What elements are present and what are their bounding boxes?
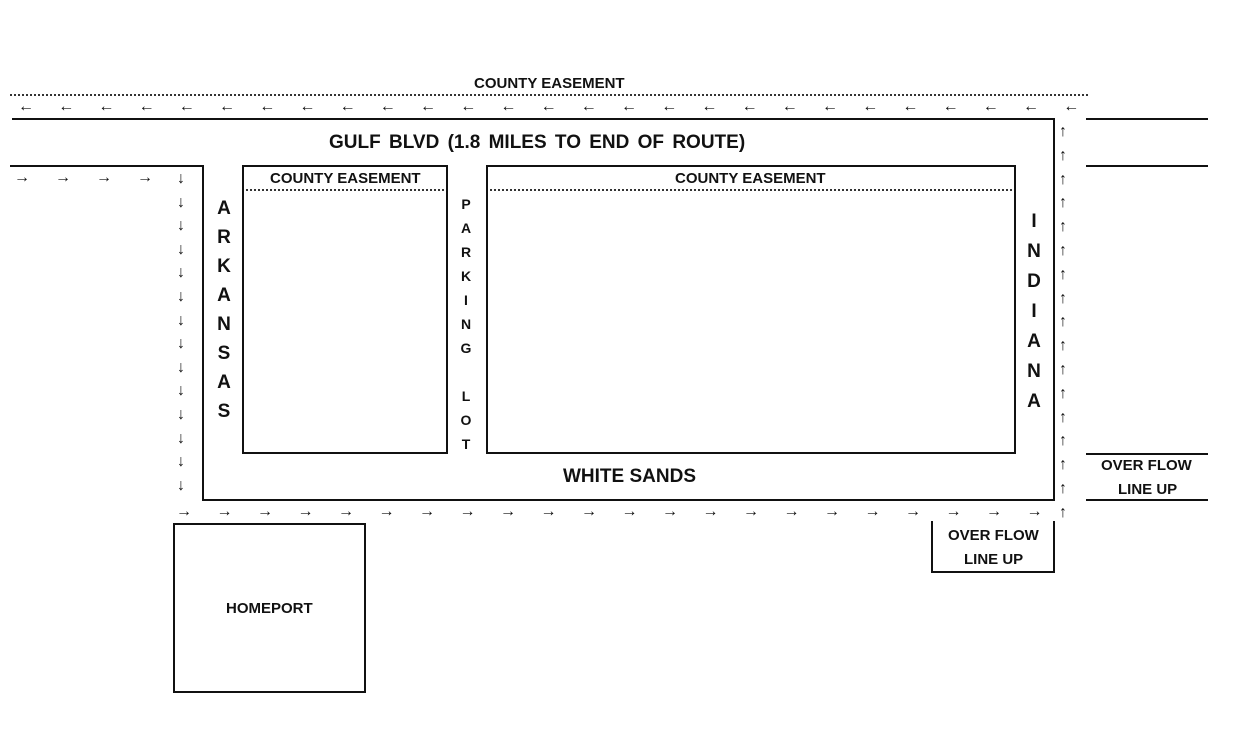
arrow-left-icon: ← [379, 98, 396, 115]
arkansas-label [211, 194, 237, 426]
arrow-left-icon: ← [460, 98, 477, 115]
arrow-right-icon: → [459, 503, 476, 520]
overflow-bottom-right-line [1053, 521, 1055, 573]
overflow-bottom-left-line [931, 521, 933, 573]
right-road-line-top [1086, 118, 1208, 120]
arrow-right-icon: → [378, 503, 395, 520]
top-easement-dotted-line [10, 94, 1088, 96]
arrow-right-icon: → [905, 503, 921, 520]
arrow-up-icon: ↑ [1059, 361, 1067, 378]
arrow-up-icon: ↑ [1059, 337, 1067, 355]
arrow-right-icon: → [540, 503, 557, 520]
vertical-letter: A [1027, 391, 1041, 412]
vertical-letter: S [217, 401, 231, 422]
arrow-down-icon: ↓ [177, 240, 185, 258]
arrow-right-icon: → [1026, 503, 1043, 520]
arrow-down-icon: ↓ [177, 193, 185, 211]
arrow-left-icon: ← [1023, 98, 1039, 115]
vertical-letter: O [460, 412, 472, 428]
arrow-left-icon: ← [58, 98, 75, 115]
arrow-left-icon: ← [500, 98, 517, 115]
top-county-easement-label: COUNTY EASEMENT [474, 75, 625, 92]
arrow-up-icon: ↑ [1059, 123, 1067, 140]
vertical-letter: A [1027, 331, 1041, 352]
arrow-right-icon: → [500, 503, 516, 520]
gulf-blvd-top-line [12, 118, 1055, 120]
arrow-left-icon: ← [1063, 98, 1080, 115]
arrow-right-icon: → [945, 503, 962, 520]
right-road-line-mid [1086, 165, 1208, 167]
arrow-left-icon: ← [420, 98, 436, 115]
arrow-up-icon: ↑ [1059, 265, 1067, 283]
homeport-label: HOMEPORT [226, 600, 313, 617]
arrow-left-icon: ← [98, 98, 115, 115]
arrow-right-icon: → [257, 503, 273, 520]
right-block-easement-dotted-line [490, 189, 1012, 191]
vertical-letter: R [217, 227, 231, 248]
arrow-right-icon: → [702, 503, 719, 520]
arrow-down-icon: ↓ [177, 406, 185, 423]
arrow-up-icon: ↑ [1059, 503, 1067, 521]
indiana-label [1021, 207, 1047, 417]
arrow-right-icon: → [419, 503, 435, 520]
vertical-letter: L [461, 388, 471, 404]
vertical-letter: R [460, 244, 472, 260]
arrow-left-icon: ← [18, 98, 34, 115]
arrow-down-icon: ↓ [177, 335, 185, 353]
gulf-blvd-label: GULF BLVD (1.8 MILES TO END OF ROUTE) [329, 132, 746, 153]
arrow-up-icon: ↑ [1059, 408, 1067, 426]
vertical-letter: K [217, 256, 231, 277]
vertical-letter: A [217, 285, 231, 306]
arrow-left-icon: ← [580, 98, 597, 115]
arkansas-left-line [202, 165, 204, 501]
parking-lot-label [455, 192, 477, 456]
vertical-letter: K [460, 268, 472, 284]
arrow-down-icon: ↓ [177, 358, 185, 376]
arrow-right-icon: → [338, 503, 354, 520]
arrow-left-icon: ← [982, 98, 999, 115]
vertical-letter: A [217, 198, 231, 219]
arrow-up-icon: ↑ [1059, 289, 1067, 307]
arrow-down-icon: ↓ [177, 288, 185, 305]
arrow-up-icon: ↑ [1059, 432, 1067, 450]
arrow-right-icon: → [743, 503, 759, 520]
vertical-letter: G [460, 340, 472, 356]
arrow-right-icon: → [137, 169, 153, 186]
arrow-up-icon: ↑ [1059, 170, 1067, 188]
vertical-letter: A [460, 220, 472, 236]
arrow-right-icon: → [14, 169, 30, 186]
vertical-letter: N [460, 316, 472, 332]
white-sands-label: WHITE SANDS [563, 466, 696, 487]
arrow-down-icon: ↓ [177, 476, 185, 494]
vertical-letter: T [461, 436, 471, 452]
arrow-right-icon: → [662, 503, 678, 520]
arrow-left-icon: ← [219, 98, 235, 115]
arrow-right-icon: → [824, 503, 840, 520]
vertical-letter: I [1031, 301, 1037, 322]
indiana-right-line [1053, 118, 1055, 501]
overflow-right-line-bottom [1086, 499, 1208, 501]
arrow-up-icon: ↑ [1059, 194, 1067, 212]
arrow-right-icon: → [297, 503, 314, 520]
arrow-up-icon: ↑ [1059, 313, 1067, 331]
arrow-left-icon: ← [701, 98, 718, 115]
arrow-right-icon: → [986, 503, 1002, 520]
arrow-down-icon: ↓ [177, 382, 185, 400]
vertical-letter: S [217, 343, 231, 364]
overflow-bottom-label-line1: OVER FLOW [948, 527, 1039, 544]
arrow-left-icon: ← [902, 98, 919, 115]
vertical-letter: N [1027, 361, 1041, 382]
overflow-bottom-label-line2: LINE UP [964, 551, 1024, 568]
overflow-bottom-base-line [931, 571, 1055, 573]
arrow-right-icon: → [176, 503, 192, 520]
overflow-right-line-top [1086, 453, 1208, 455]
arrow-down-icon: ↓ [177, 170, 185, 187]
vertical-letter: I [464, 292, 468, 308]
arrow-up-icon: ↑ [1059, 242, 1067, 259]
county-easement-right-label: COUNTY EASEMENT [675, 170, 826, 187]
arrow-left-icon: ← [741, 98, 758, 115]
arrow-left-icon: ← [178, 98, 195, 115]
arrow-left-icon: ← [781, 98, 798, 115]
arrow-up-icon: ↑ [1059, 480, 1067, 497]
arrow-left-icon: ← [138, 98, 155, 115]
arrow-down-icon: ↓ [177, 429, 185, 447]
vertical-letter: P [461, 196, 471, 212]
county-easement-left-label: COUNTY EASEMENT [270, 170, 421, 187]
arrow-right-icon: → [864, 503, 881, 520]
arrow-up-icon: ↑ [1059, 456, 1067, 474]
vertical-letter: N [1027, 241, 1041, 262]
arrow-left-icon: ← [942, 98, 959, 115]
vertical-letter: D [1027, 271, 1041, 292]
vertical-letter: I [1031, 211, 1037, 232]
left-block-easement-dotted-line [246, 189, 444, 191]
arrow-up-icon: ↑ [1059, 218, 1067, 236]
arrow-up-icon: ↑ [1059, 384, 1067, 402]
arrow-left-icon: ← [862, 98, 879, 115]
vertical-letter: N [217, 314, 231, 335]
vertical-letter [455, 360, 477, 384]
arrow-left-icon: ← [661, 98, 678, 115]
arrow-down-icon: ↓ [177, 217, 185, 235]
arrow-down-icon: ↓ [177, 264, 185, 282]
vertical-letter: A [217, 372, 231, 393]
overflow-right-label-line1: OVER FLOW [1101, 457, 1192, 474]
left-road-line [10, 165, 203, 167]
arrow-right-icon: → [55, 169, 71, 186]
arrow-left-icon: ← [259, 98, 276, 115]
white-sands-bottom-line [202, 499, 1055, 501]
arrow-left-icon: ← [339, 98, 356, 115]
county-easement-left-block [242, 165, 448, 454]
arrow-left-icon: ← [621, 98, 637, 115]
arrow-left-icon: ← [822, 98, 838, 115]
overflow-right-label-line2: LINE UP [1118, 481, 1178, 498]
arrow-down-icon: ↓ [177, 311, 185, 329]
arrow-right-icon: → [783, 503, 800, 520]
arrow-right-icon: → [96, 169, 112, 186]
arrow-right-icon: → [621, 503, 638, 520]
arrow-right-icon: → [581, 503, 597, 520]
arrow-down-icon: ↓ [177, 453, 185, 471]
arrow-left-icon: ← [299, 98, 316, 115]
arrow-right-icon: → [216, 503, 233, 520]
county-easement-right-block [486, 165, 1016, 454]
arrow-up-icon: ↑ [1059, 146, 1067, 164]
arrow-left-icon: ← [540, 98, 557, 115]
